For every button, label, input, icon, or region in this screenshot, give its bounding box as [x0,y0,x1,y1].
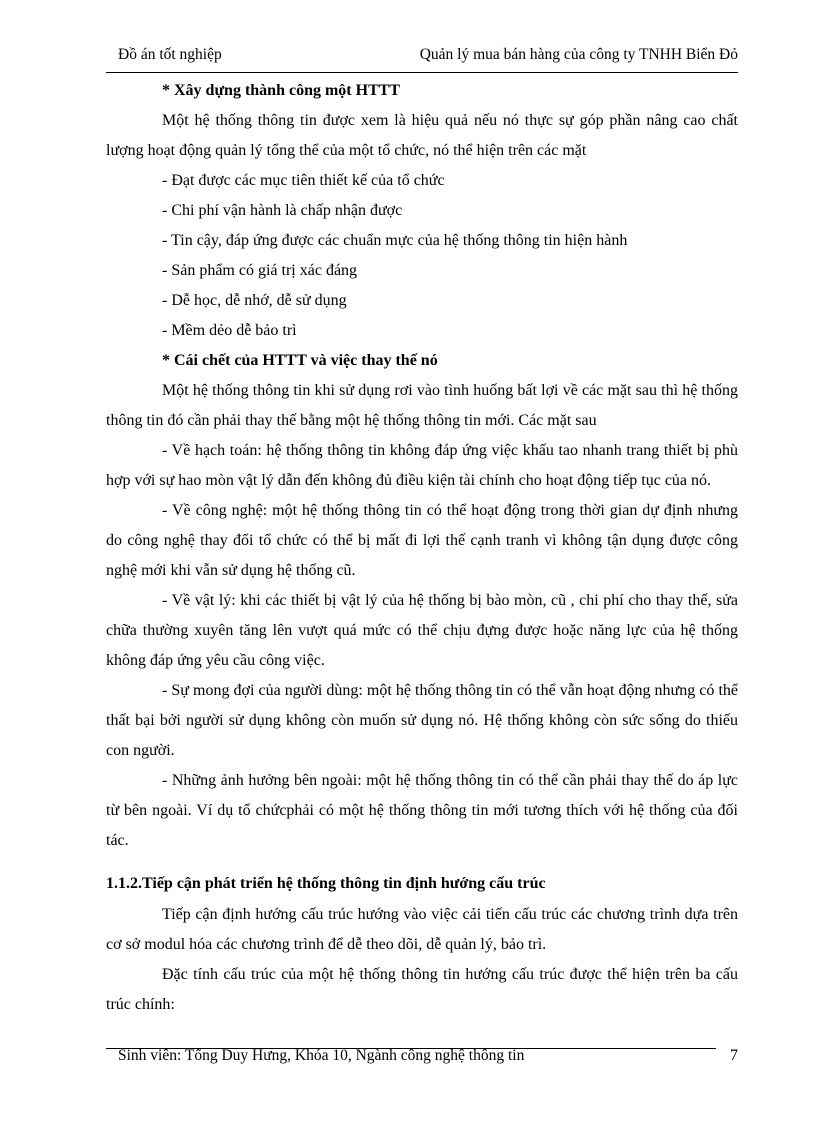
paragraph: Tiếp cận định hướng cấu trúc hướng vào việc cải tiến cấu trúc các chương trình dựa trên cơ sở modul hóa các chương trình để dễ theo dõi, dễ quản lý, bảo trì. [106,906,738,953]
section-heading: * Cái chết của HTTT và việc thay thế nó [162,352,438,369]
list-item: - Về hạch toán: hệ thống thông tin không đáp ứng việc khấu tao nhanh trang thiết bị phù hợp với sự hao mòn vật lý dẫn đến không đủ điều kiện tài chính cho hoạt động tiếp tục của nó. [106,442,738,489]
header-right: Quản lý mua bán hàng của công ty TNHH Biển Đỏ [419,46,738,63]
footer-left: Sinh viên: Tống Duy Hưng, Khóa 10, Ngành công nghệ thông tin [118,1047,525,1064]
list-item: - Chi phí vận hành là chấp nhận được [162,202,403,219]
section-heading: * Xây dựng thành công một HTTT [162,82,401,99]
header-left: Đồ án tốt nghiệp [118,46,222,63]
list-item: - Về công nghệ: một hệ thống thông tin có thể hoạt động trong thời gian dự định nhưng do công nghệ thay đổi tổ chức có thể bị mất đi lợi thế cạnh tranh vì không tận dụng được công nghệ mới khi vẫn sử dụng hệ thống cũ. [106,502,738,579]
page-header [118,46,738,72]
subsection-heading: 1.1.2.Tiếp cận phát triển hệ thống thông tin định hướng cấu trúc [106,875,546,892]
list-item: - Dễ học, dễ nhớ, dễ sử dụng [162,292,347,309]
list-item: - Tin cậy, đáp ứng được các chuẩn mực của hệ thống thông tin hiện hành [162,232,628,249]
list-item: - Về vật lý: khi các thiết bị vật lý của hệ thống bị bào mòn, cũ , chi phí cho thay thế, sửa chữa thường xuyên tăng lên vượt quá mức có thể chịu đựng được hoặc năng lực của hệ thống không đáp ứng yêu cầu công việc. [106,592,738,669]
list-item: - Đạt được các mục tiên thiết kế của tổ chức [162,172,445,189]
paragraph: Một hệ thống thông tin được xem là hiệu quả nếu nó thực sự góp phần nâng cao chất lượng hoạt động quản lý tổng thể của một tổ chức, nó thể hiện trên các mặt [106,112,738,159]
list-item: - Mềm dẻo dễ bảo trì [162,322,297,339]
page-number: 7 [730,1047,738,1064]
paragraph: Đặc tính cấu trúc của một hệ thống thông tin hướng cấu trúc được thể hiện trên ba cấu trúc chính: [106,966,738,1013]
list-item: - Sự mong đợi của người dùng: một hệ thống thông tin có thể vẫn hoạt động nhưng có thể thất bại bởi người sử dụng không còn muốn sử dụng nó. Hệ thống không còn sức sống do thiếu con người. [106,682,738,759]
document-body [106,76,738,1020]
list-item: - Những ảnh hưởng bên ngoài: một hệ thống thông tin có thể cần phải thay thế do áp lực từ bên ngoài. Ví dụ tổ chứcphải có một hệ thống thông tin mới tương thích với hệ thống của đối tác. [106,772,738,849]
paragraph: Một hệ thống thông tin khi sử dụng rơi vào tình huống bất lợi về các mặt sau thì hệ thống thông tin đó cần phải thay thế bằng một hệ thống thông tin mới. Các mặt sau [106,382,738,429]
page-footer [118,1047,738,1065]
list-item: - Sản phẩm có giá trị xác đáng [162,262,358,279]
header-divider [106,72,738,73]
